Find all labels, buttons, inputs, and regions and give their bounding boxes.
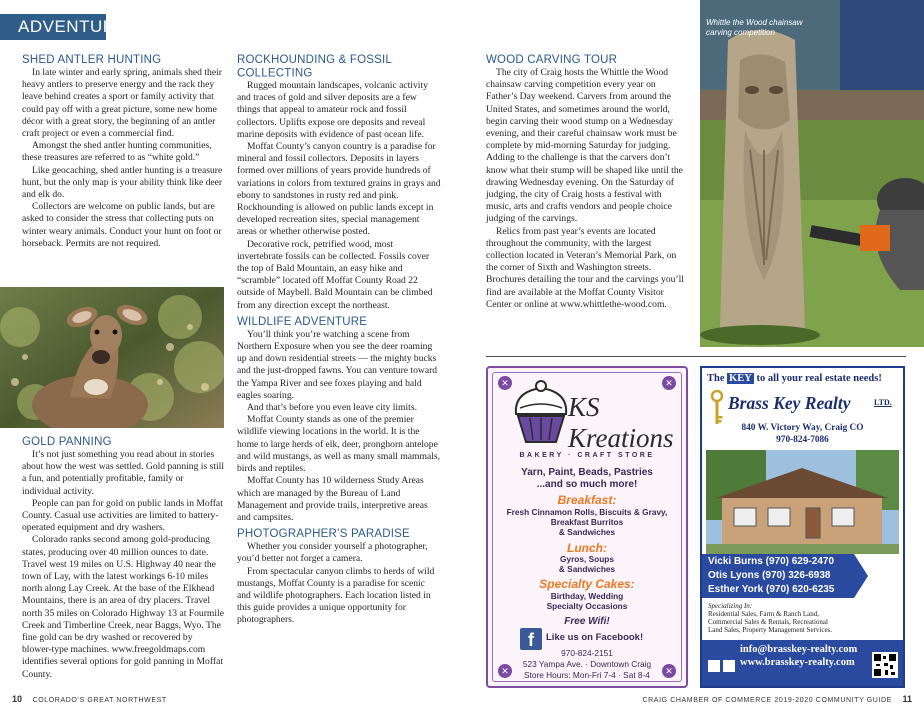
corner-x-icon: ✕ (662, 376, 676, 390)
ks-cakes-heading: Specialty Cakes: (539, 577, 635, 591)
paragraph: Whether you consider yourself a photographer, you’d better not forget a camera. (237, 541, 428, 565)
footer-publication: COLORADO’S GREAT NORTHWEST (32, 697, 167, 704)
paragraph: Collectors are welcome on public lands, but are asked to consider the stress that collecting puts on winter weary animals. Conduct your hunt on foot or horseback. Permits are not required. (22, 201, 222, 249)
ks-address: 523 Yampa Ave. · Downtown Craig (522, 659, 652, 669)
heading-photographers-paradise: PHOTOGRAPHER’S PARADISE (237, 527, 410, 541)
facebook-icon: f (520, 628, 542, 650)
bk-agent: Otis Lyons (970) 326-6938 (708, 570, 831, 581)
ks-breakfast-heading: Breakfast: (557, 493, 617, 507)
cupcake-icon (506, 378, 576, 448)
corner-x-icon: ✕ (662, 664, 676, 678)
paragraph: Colorado ranks second among gold-producing states, producing over 40 million ounces to date. Travel west 19 miles on U.S. Highway 40 near the town of Lay, with the latest workings 6-10 miles north along Lay Creek. At the base of the Elkhead Mountains, there is an area of dry placers. Travel north 35 miles on Colorado Highway 13 at Fourmile Creek and Timberline Creek, near Baggs, Wyo. The fine gold can be dry washed or recovered by blower-type machines. www.freegoldmaps.com identifies several options for gold panning in Moffat County. (22, 534, 224, 680)
divider (486, 356, 906, 357)
footer-left (12, 694, 167, 704)
column-1-top (22, 54, 224, 250)
ks-lunch-item: Gyros, Soups (560, 554, 614, 564)
key-icon (710, 390, 724, 426)
paragraph: From spectacular canyon climbs to herds of wild mustangs, Moffat County is a paradise for scenic and wildlife photographers. Each location listed in this guide provides a unique opportunity for photographers. (237, 565, 435, 626)
agents-band-arrow (854, 554, 868, 598)
ks-facebook: Like us on Facebook! (546, 632, 644, 643)
ks-breakfast-item: Fresh Cinnamon Rolls, Biscuits & Gravy, (506, 507, 668, 517)
page-number: 10 (12, 694, 23, 704)
corner-x-icon: ✕ (498, 376, 512, 390)
heading-wood-carving: WOOD CARVING TOUR (486, 53, 618, 67)
bk-email: info@brasskey-realty.com (740, 644, 858, 655)
footer-right (642, 694, 912, 704)
bk-address: 840 W. Victory Way, Craig CO (741, 423, 864, 433)
bk-ltd: LTD. (874, 398, 892, 407)
ks-lunch-item: & Sandwiches (558, 564, 616, 574)
bk-key-highlight: KEY (729, 373, 752, 384)
ks-lunch-heading: Lunch: (567, 541, 607, 555)
column-3 (486, 54, 688, 311)
qr-code-icon (872, 652, 898, 678)
ks-kreations-ad (486, 366, 688, 688)
heading-wildlife: WILDLIFE ADVENTURE (237, 315, 368, 329)
bk-website: www.brasskey-realty.com (740, 657, 855, 668)
bk-phone: 970-824-7086 (776, 435, 829, 445)
bk-spec-heading: Specializing In: (708, 602, 753, 610)
paragraph: Relics from past year’s events are located throughout the community, with the largest collection located in Veteran’s Memorial Park, on the corner of Sixth and Washington streets. Brochures detailing the tour and the carvings you’ll find are available at the Moffat County Visitor Center or online at www.whittlethe-wood.com. (486, 225, 684, 310)
paragraph: Rugged mountain landscapes, volcanic activity and traces of gold and silver deposits are a few things that appeal to amateur rock and fossil collectors. Uplifts expose ore deposits and reveal marine deposits with evidence of past ocean life. (237, 80, 428, 140)
carving-illustration (700, 0, 924, 347)
office-building-photo (706, 450, 899, 554)
ks-cakes-item: Birthday, Wedding (550, 591, 624, 601)
ks-breakfast-item: Breakfast Burritos (550, 517, 624, 527)
heading-rockhounding: ROCKHOUNDING & FOSSIL COLLECTING (237, 53, 392, 80)
ks-hours: Store Hours: Mon-Fri 7-4 · Sat 8-4 (524, 670, 650, 680)
ks-brand: KS Kreations (568, 392, 674, 453)
ks-cakes-item: Specialty Occasions (546, 601, 628, 611)
ks-phone: 970-824-2151 (561, 648, 613, 658)
bk-spec-line: Residential Sales, Farm & Ranch Land, (708, 610, 820, 618)
paragraph: It’s not just something you read about in stories about how the west was settled. Gold panning is still a fun, and potentially profitable, family or individual activity. (22, 449, 224, 497)
paragraph: Moffat County has 10 wilderness Study Areas which are managed by the Bureau of Land Management and provide trails, interpretive areas and campsites. (237, 475, 428, 523)
realtor-icon (723, 660, 735, 672)
heading-gold-panning: GOLD PANNING (22, 435, 112, 449)
bk-spec-line: Land Sales, Property Management Services. (708, 626, 833, 634)
paragraph: People can pan for gold on public lands in Moffat County. Casual use activities are limited to battery-operated equipment and dry washers. (22, 497, 223, 534)
footer-guide-title: CRAIG CHAMBER OF COMMERCE 2019-2020 COMMUNITY GUIDE (642, 697, 892, 704)
brass-key-realty-ad (700, 366, 905, 688)
column-1-bottom (22, 436, 224, 681)
ks-line2: ...and so much more! (536, 479, 638, 490)
paragraph: Moffat County stands as one of the premier wildlife viewing locations in the world. It is the home to large herds of elk, deer, pronghorn antelope and wild mustangs, as well as many small mammals, birds and reptiles. (237, 414, 441, 475)
deer-illustration (0, 287, 224, 428)
paragraph: Amongst the shed antler hunting communities, these treasures are referred to as “white gold.” (22, 140, 212, 164)
bk-agent: Vicki Burns (970) 629-2470 (708, 556, 835, 567)
paragraph: You’ll think you’re watching a scene from Northern Exposure when you see the deer roaming up and down residential streets — the mighty bucks and the just-dropped fawns. You can venture toward the Yampa River and see foxes playing and bald eagles soaring. (237, 328, 438, 401)
page-number: 11 (902, 694, 912, 704)
ks-tagline: BAKERY · CRAFT STORE (519, 452, 655, 459)
bk-agent: Esther York (970) 620-6235 (708, 584, 835, 595)
section-tab: ADVENTURE (0, 14, 106, 40)
bk-brand: Brass Key Realty (728, 393, 851, 413)
ks-breakfast-item: & Sandwiches (558, 527, 616, 537)
deer-photo (0, 287, 224, 428)
corner-x-icon: ✕ (498, 664, 512, 678)
bk-spec-line: Commercial Sales & Rentals, Recreational (708, 618, 828, 626)
paragraph: Moffat County’s canyon country is a paradise for mineral and fossil collectors. Deposits in layers formed over millions of years provide hundreds of variations in colors from textured grains in grays and ebony to sandstones in rusty red and pink. Rockhounding is allowed on public lands except in developed recreation sites, special management areas or whether otherwise posted. (237, 141, 441, 238)
paragraph: In late winter and early spring, animals shed their heavy antlers to preserve energy and the rack they leave behind creates a sport or family activity that could pay off with a great picture, some new home décor with a great story, the beginning of an antler craft project or even a commercial find. (22, 67, 222, 140)
ks-line1: Yarn, Paint, Beads, Pastries (521, 467, 653, 478)
heading-shed-antler: SHED ANTLER HUNTING (22, 53, 162, 67)
chainsaw-carving-photo (700, 0, 924, 347)
equal-housing-icon (708, 660, 720, 672)
paragraph: The city of Craig hosts the Whittle the Wood chainsaw carving competition every year on Father’s Day weekend. Carvers from around the United States, and sometimes around the world, begin carving their wood stump on a Wednesday evening, and their careful chainsaw work must be complete by mid-morning Saturday for judging. Adding to the challenge is that the carvers don’t know what their stump will be shaped like until the drawing Wednesday evening. On the Saturday of judging, the city of Craig hosts a festival with music, arts and crafts vendors and people choice judging of the carvings. (486, 67, 683, 225)
paragraph: Like geocaching, shed antler hunting is a treasure hunt, but the only map is your ability think like deer and elk do. (22, 164, 223, 201)
paragraph: Decorative rock, petrified wood, most invertebrate fossils can be collected. Fossils cover the top of Bald Mountain, an easy hike and “scramble” located off Moffat County Road 22 outside of Maybell. Bald Mountain can be climbed from any direction except the northeast. (237, 238, 433, 311)
column-2 (237, 54, 441, 627)
photo-caption: Whittle the Wood chainsaw carving competition (706, 18, 803, 37)
paragraph: And that’s before you even leave city limits. (247, 402, 417, 414)
bk-headline: The KEY to all your real estate needs! (707, 373, 882, 384)
ks-wifi: Free Wifi! (564, 616, 610, 627)
